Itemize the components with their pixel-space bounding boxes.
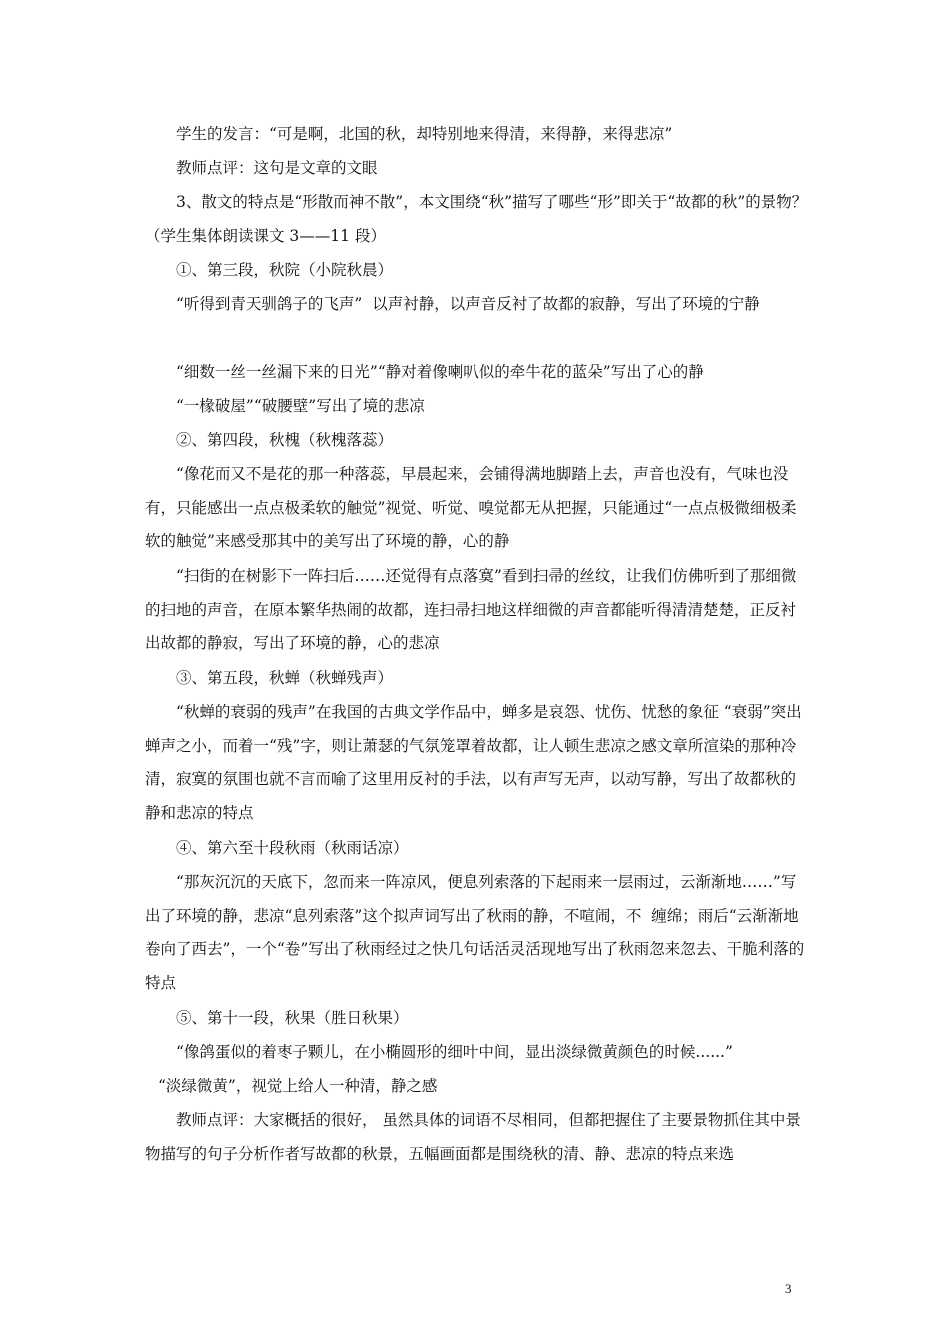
paragraph: ⑤、第十一段，秋果（胜日秋果） [176,1009,409,1027]
paragraph: “扫街的在树影下一阵扫后……还觉得有点落寞”看到扫帚的丝纹，让我们仿佛听到了那细微的扫地的声音，在原本繁华热闹的故都，连扫帚扫地这样细微的声音都能听得清清楚楚，正反衬出故都的静寂，写出了环境的静，心的悲凉 [145,567,797,652]
paragraph: ③、第五段，秋蝉（秋蝉残声） [176,669,394,687]
paragraph: “淡绿微黄”，视觉上给人一种清，静之感 [158,1077,438,1095]
paragraph: “秋蝉的衰弱的残声”在我国的古典文学作品中，蝉多是哀怨、忧伤、忧愁的象征 “衰弱”突出蝉声之小，而着一“残”字，则让萧瑟的气氛笼罩着故都，让人顿生悲凉之感文章所渲染的那种冷清，寂寞的氛围也就不言而喻了这里用反衬的手法，以有声写无声，以动写静，写出了故都秋的静和悲凉的特点 [145,703,802,822]
paragraph: “像花而又不是花的那一种落蕊，早晨起来，会铺得满地脚踏上去，声音也没有，气味也没有，只能感出一点点极柔软的触觉”视觉、听觉、嗅觉都无从把握，只能通过“一点点极微细极柔软的触觉”来感受那其中的美写出了环境的静，心的静 [145,465,797,550]
paragraph: 学生的发言：“可是啊，北国的秋，却特别地来得清，来得静，来得悲凉” [176,125,673,143]
paragraph: 3、散文的特点是“形散而神不散”，本文围绕“秋”描写了哪些“形”即关于“故都的秋”的景物？（学生集体朗读课文 3——11 段） [145,193,808,245]
paragraph: ②、第四段，秋槐（秋槐落蕊） [176,431,394,449]
paragraph: “听得到青天驯鸽子的飞声” 以声衬静，以声音反衬了故都的寂静，写出了环境的宁静 [176,295,760,313]
paragraph: 教师点评：这句是文章的文眼 [176,159,378,177]
paragraph: 教师点评：大家概括的很好， 虽然具体的词语不尽相同，但都把握住了主要景物抓住其中景物描写的句子分析作者写故都的秋景，五幅画面都是围绕秋的清、静、悲凉的特点来选 [145,1111,801,1163]
page-number: 3 [785,1281,792,1296]
paragraph: ①、第三段，秋院（小院秋晨） [176,261,394,279]
paragraph: “一椽破屋”“破腰壁”写出了境的悲凉 [176,397,425,415]
paragraph: “细数一丝一丝漏下来的日光”“静对着像喇叭似的牵牛花的蓝朵”写出了心的静 [176,363,704,381]
paragraph: “那灰沉沉的天底下，忽而来一阵凉风，便息列索落的下起雨来一层雨过，云渐渐地……”写出了环境的静，悲凉“息列索落”这个拟声词写出了秋雨的静，不喧闹，不 缠绵；雨后“云渐渐地卷向了西去”，一个“卷”写出了秋雨经过之快几句话活灵活现地写出了秋雨忽来忽去、干脆利落的特点 [145,873,805,992]
paragraph: ④、第六至十段秋雨（秋雨话凉） [176,839,409,857]
paragraph: “像鸽蛋似的着枣子颗儿，在小椭圆形的细叶中间，显出淡绿微黄颜色的时候......” [176,1043,733,1061]
